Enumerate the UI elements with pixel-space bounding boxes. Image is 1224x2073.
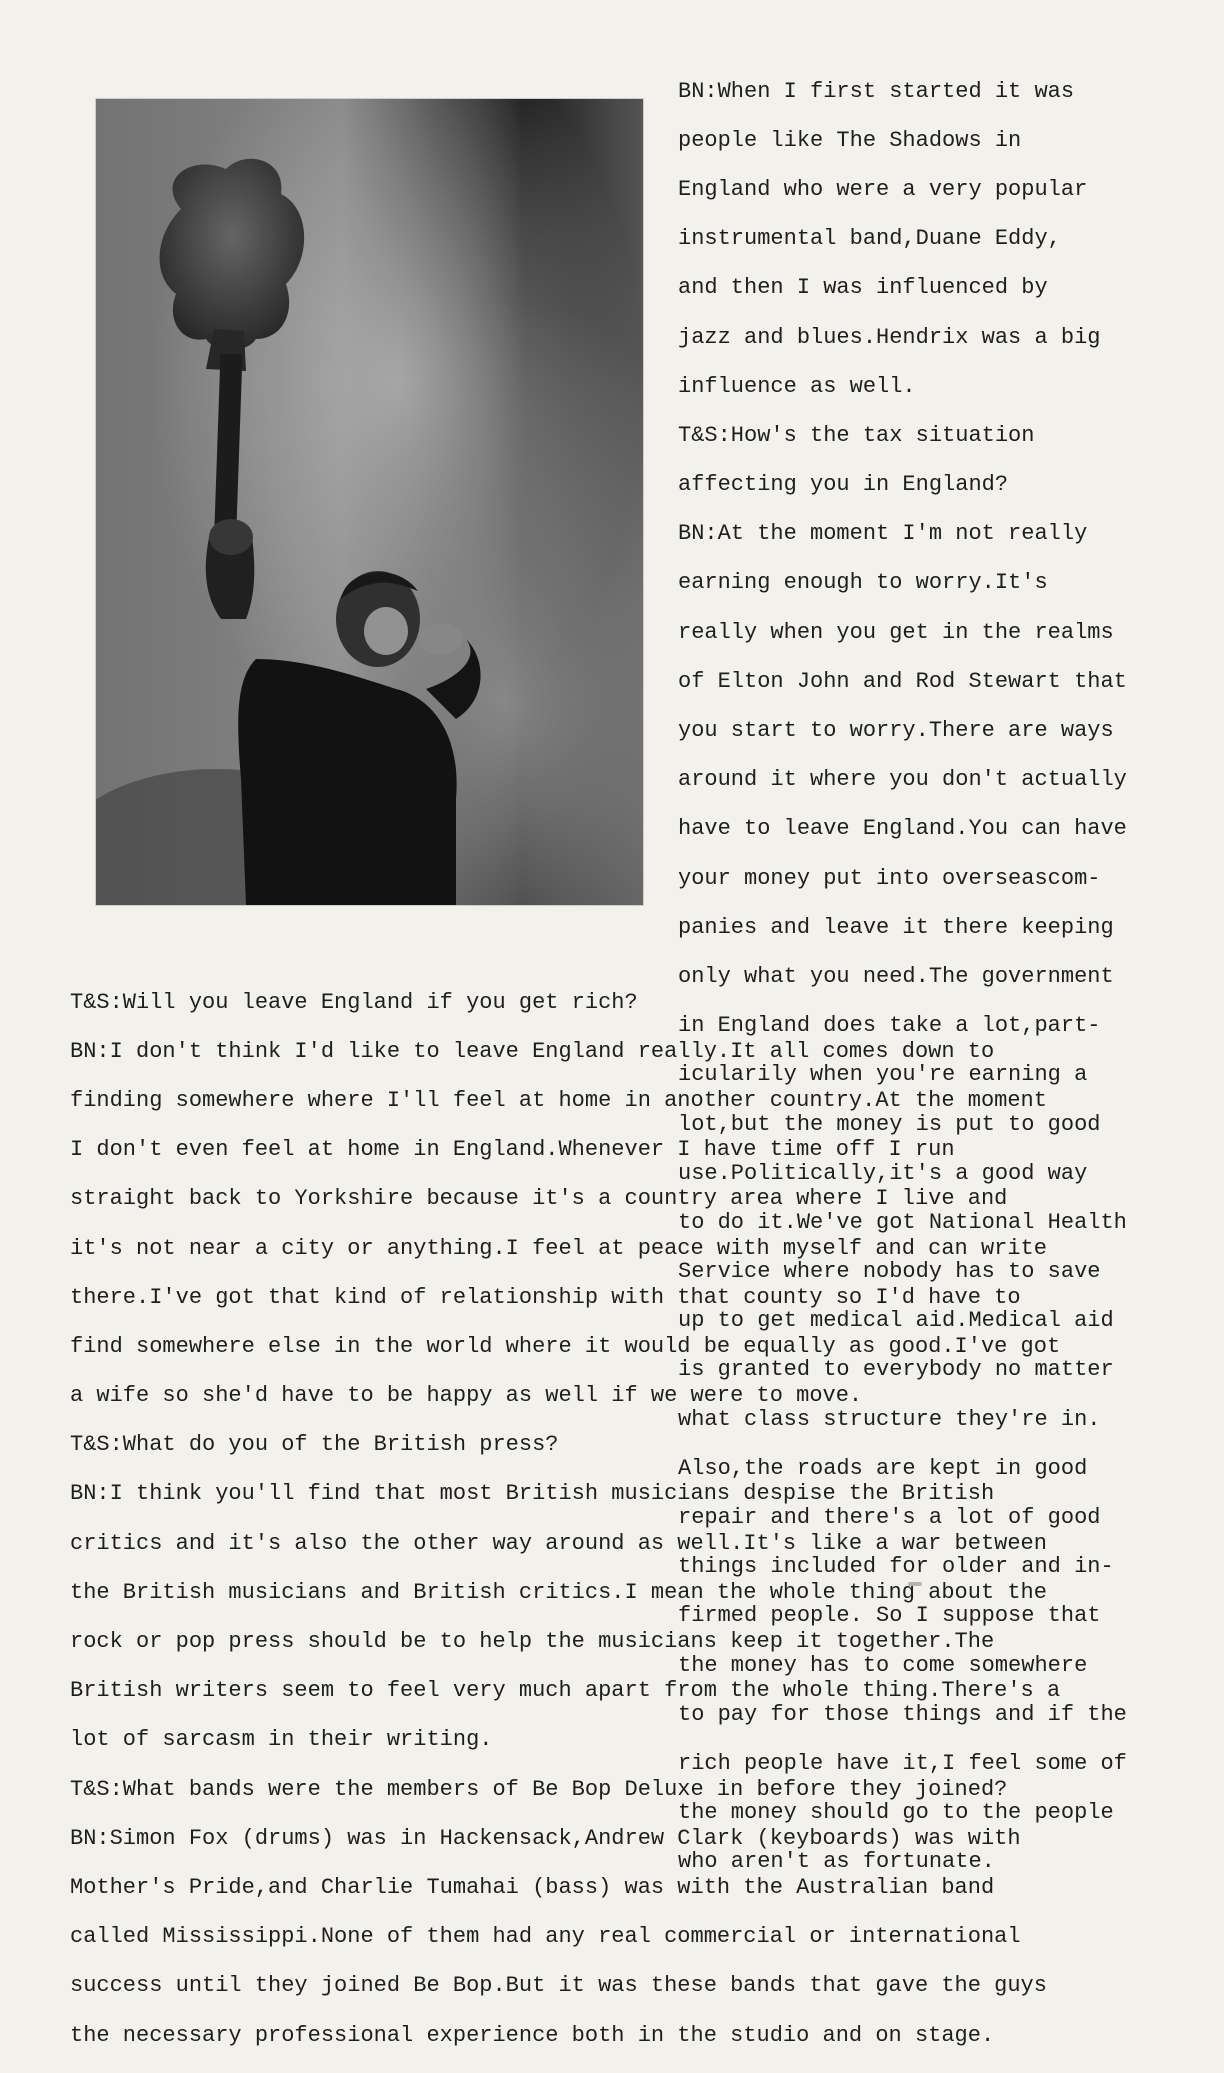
text-line: rock or pop press should be to help the musicians keep it together.The [70, 1629, 995, 1655]
text-line: a wife so she'd have to be happy as well if we were to move. [70, 1383, 863, 1409]
text-line: what class structure they're in. [678, 1406, 1101, 1432]
text-line: lot of sarcasm in their writing. [70, 1727, 493, 1753]
text-line: the necessary professional experience both in the studio and on stage. [70, 2022, 995, 2048]
text-line: icularily when you're earning a [678, 1062, 1088, 1088]
text-line: the British musicians and British critics.I mean the whole thing about the [70, 1579, 1047, 1605]
concert-photo [96, 99, 643, 905]
text-line: to pay for those things and if the [678, 1701, 1127, 1727]
text-line: only what you need.The government [678, 963, 1114, 989]
text-line: BN:I don't think I'd like to leave England really.It all comes down to [70, 1038, 995, 1064]
text-line: BN:I think you'll find that most British musicians despise the British [70, 1481, 995, 1507]
text-line: BN:Simon Fox (drums) was in Hackensack,Andrew Clark (keyboards) was with [70, 1825, 1021, 1851]
text-line: repair and there's a lot of good [678, 1505, 1101, 1531]
text-line: firmed people. So I suppose that [678, 1603, 1101, 1629]
text-line: T&S:How's the tax situation [678, 422, 1035, 448]
text-line: things included for older and in- [678, 1554, 1114, 1580]
text-line: rich people have it,I feel some of [678, 1750, 1127, 1776]
text-line: T&S:What do you of the British press? [70, 1432, 559, 1458]
text-line: you start to worry.There are ways [678, 718, 1114, 744]
page-mark [908, 1582, 922, 1586]
full-width-text [70, 963, 1200, 2073]
text-line: lot,but the money is put to good [678, 1111, 1101, 1137]
text-line: to do it.We've got National Health [678, 1209, 1127, 1235]
text-line: earning enough to worry.It's [678, 570, 1048, 596]
text-line: find somewhere else in the world where it would be equally as good.I've got [70, 1333, 1061, 1359]
text-line: Service where nobody has to save [678, 1259, 1101, 1285]
guitarist-holding-guitar-aloft-icon [96, 99, 643, 905]
text-line: England who were a very popular [678, 176, 1088, 202]
text-line: the money should go to the people [678, 1800, 1114, 1826]
text-line: finding somewhere where I'll feel at home in another country.At the moment [70, 1087, 1047, 1113]
text-line: critics and it's also the other way around as well.It's like a war between [70, 1530, 1047, 1556]
text-line: straight back to Yorkshire because it's a country area where I live and [70, 1186, 1008, 1212]
text-line: called Mississippi.None of them had any real commercial or international [70, 1924, 1021, 1950]
text-line: up to get medical aid.Medical aid [678, 1308, 1114, 1334]
text-line: it's not near a city or anything.I feel at peace with myself and can write [70, 1235, 1047, 1261]
text-line: instrumental band,Duane Eddy, [678, 226, 1061, 252]
text-line: of Elton John and Rod Stewart that [678, 668, 1127, 694]
text-line: influence as well. [678, 373, 916, 399]
text-line: affecting you in England? [678, 472, 1009, 498]
text-line: and then I was influenced by [678, 275, 1048, 301]
text-line: panies and leave it there keeping [678, 914, 1114, 940]
text-line: success until they joined Be Bop.But it was these bands that gave the guys [70, 1973, 1047, 1999]
text-line: Also,the roads are kept in good [678, 1455, 1088, 1481]
text-line: T&S:What bands were the members of Be Bop Deluxe in before they joined? [70, 1776, 1008, 1802]
text-line: really when you get in the realms [678, 619, 1114, 645]
text-line: in England does take a lot,part- [678, 1013, 1101, 1039]
text-line: BN:When I first started it was [678, 78, 1075, 104]
text-line: around it where you don't actually [678, 767, 1127, 793]
text-line: I don't even feel at home in England.Whenever I have time off I run [70, 1137, 955, 1163]
text-line: is granted to everybody no matter [678, 1357, 1114, 1383]
text-line: use.Politically,it's a good way [678, 1160, 1088, 1186]
text-line: jazz and blues.Hendrix was a big [678, 324, 1101, 350]
text-line: British writers seem to feel very much apart from the whole thing.There's a [70, 1678, 1061, 1704]
text-line: T&S:Will you leave England if you get rich? [70, 989, 638, 1015]
text-line: your money put into overseascom- [678, 865, 1101, 891]
text-line: people like The Shadows in [678, 127, 1022, 153]
text-line: who aren't as fortunate. [678, 1849, 995, 1875]
text-line: there.I've got that kind of relationship with that county so I'd have to [70, 1284, 1021, 1310]
text-line: BN:At the moment I'm not really [678, 521, 1088, 547]
text-line: the money has to come somewhere [678, 1652, 1088, 1678]
text-line: Mother's Pride,and Charlie Tumahai (bass) was with the Australian band [70, 1874, 995, 1900]
text-line: have to leave England.You can have [678, 816, 1127, 842]
